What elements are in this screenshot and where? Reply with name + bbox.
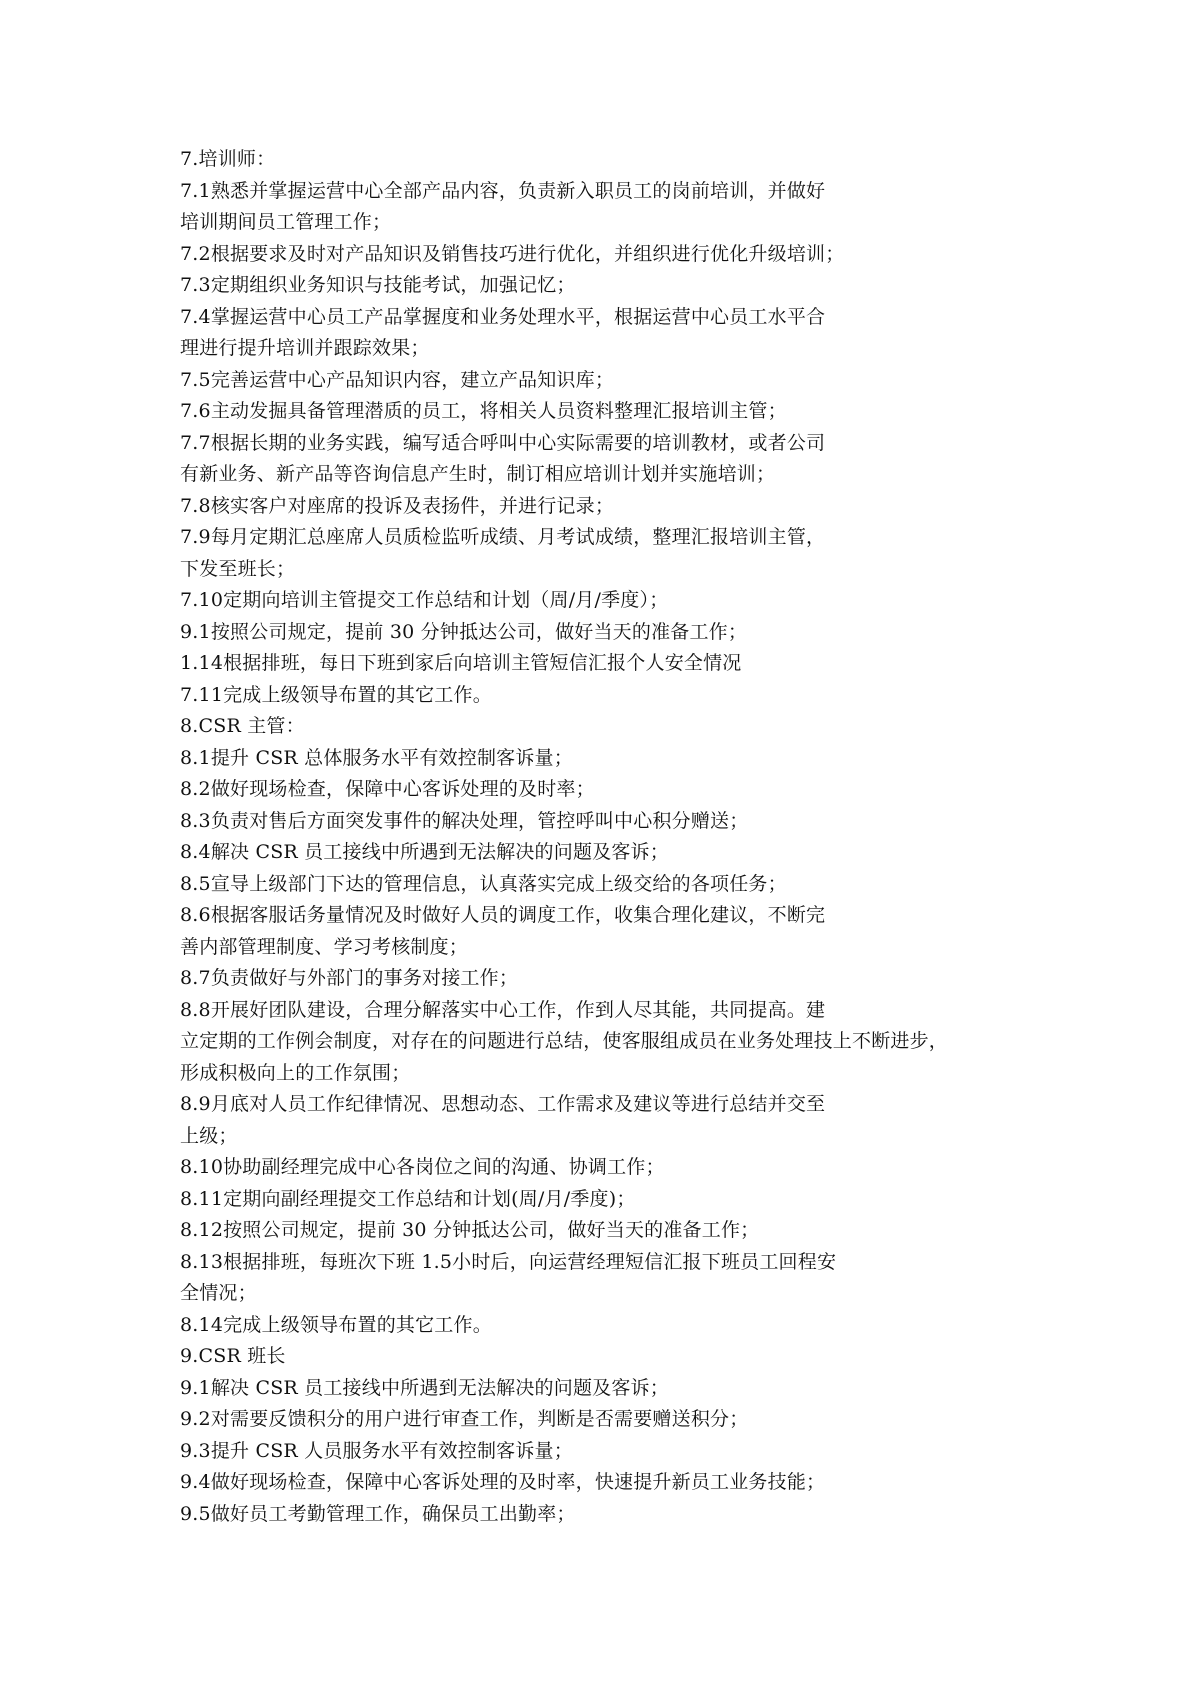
text-line: 立定期的工作例会制度，对存在的问题进行总结，使客服组成员在业务处理技上不断进步， — [180, 1030, 949, 1052]
text-line: 7.4掌握运营中心员工产品掌握度和业务处理水平，根据运营中心员工水平合 — [180, 305, 826, 328]
text-line: 7.7根据长期的业务实践，编写适合呼叫中心实际需要的培训教材，或者公司 — [180, 431, 826, 454]
text-line: 7.培训师： — [180, 148, 276, 170]
text-line: 7.6主动发掘具备管理潜质的员工，将相关人员资料整理汇报培训主管； — [180, 400, 787, 422]
text-line: 8.4解决 CSR 员工接线中所遇到无法解决的问题及客诉； — [180, 841, 669, 863]
text-line: 7.9每月定期汇总座席人员质检监听成绩、月考试成绩，整理汇报培训主管， — [180, 526, 826, 548]
text-line: 8.6根据客服话务量情况及时做好人员的调度工作，收集合理化建议，不断完 — [180, 904, 826, 926]
text-line: 9.2对需要反馈积分的用户进行审查工作，判断是否需要赠送积分； — [180, 1408, 749, 1430]
text-line: 7.3定期组织业务知识与技能考试，加强记忆； — [180, 274, 576, 296]
text-line: 9.4做好现场检查，保障中心客诉处理的及时率，快速提升新员工业务技能； — [180, 1471, 826, 1493]
text-line: 8.2做好现场检查，保障中心客诉处理的及时率； — [180, 778, 595, 800]
text-line: 9.3提升 CSR 人员服务水平有效控制客诉量； — [180, 1439, 573, 1462]
document-body — [180, 144, 1080, 1530]
text-line: 8.9月底对人员工作纪律情况、思想动态、工作需求及建议等进行总结并交至 — [180, 1093, 826, 1115]
text-line: 8.13根据排班，每班次下班 1.5小时后，向运营经理短信汇报下班员工回程安 — [180, 1250, 837, 1273]
text-line: 8.8开展好团队建设，合理分解落实中心工作，作到人尽其能，共同提高。建 — [180, 998, 826, 1021]
text-line: 形成积极向上的工作氛围； — [180, 1061, 411, 1084]
text-line: 8.CSR 主管： — [180, 715, 305, 737]
text-line: 9.1解决 CSR 员工接线中所遇到无法解决的问题及客诉； — [180, 1376, 669, 1399]
text-line: 8.10协助副经理完成中心各岗位之间的沟通、协调工作； — [180, 1156, 665, 1178]
text-line: 下发至班长； — [180, 557, 296, 580]
text-line: 上级； — [180, 1124, 238, 1147]
text-line: 7.5完善运营中心产品知识内容，建立产品知识库； — [180, 368, 615, 391]
text-line: 有新业务、新产品等咨询信息产生时，制订相应培训计划并实施培训； — [180, 463, 776, 485]
text-line: 8.3负责对售后方面突发事件的解决处理，管控呼叫中心积分赠送； — [180, 809, 749, 832]
text-line: 7.1熟悉并掌握运营中心全部产品内容，负责新入职员工的岗前培训，并做好 — [180, 179, 826, 202]
text-line: 9.1按照公司规定，提前 30 分钟抵达公司，做好当天的准备工作； — [180, 620, 748, 643]
text-line: 1.14根据排班，每日下班到家后向培训主管短信汇报个人安全情况 — [180, 652, 742, 674]
text-line: 全情况； — [180, 1282, 257, 1304]
text-line: 7.2根据要求及时对产品知识及销售技巧进行优化，并组织进行优化升级培训； — [180, 242, 845, 265]
text-line: 培训期间员工管理工作； — [180, 211, 392, 233]
text-line: 8.14完成上级领导布置的其它工作。 — [180, 1313, 492, 1336]
text-line: 善内部管理制度、学习考核制度； — [180, 935, 469, 958]
text-line: 7.11完成上级领导布置的其它工作。 — [180, 683, 492, 706]
text-line: 理进行提升培训并跟踪效果； — [180, 337, 430, 359]
text-line: 9.CSR 班长 — [180, 1345, 286, 1367]
text-line: 8.5宣导上级部门下达的管理信息，认真落实完成上级交给的各项任务； — [180, 872, 787, 895]
text-line: 8.12按照公司规定，提前 30 分钟抵达公司，做好当天的准备工作； — [180, 1219, 760, 1241]
text-line: 9.5做好员工考勤管理工作，确保员工出勤率； — [180, 1502, 576, 1525]
text-line: 8.1提升 CSR 总体服务水平有效控制客诉量； — [180, 746, 573, 769]
text-line: 8.7负责做好与外部门的事务对接工作； — [180, 967, 519, 989]
text-line: 7.10定期向培训主管提交工作总结和计划（周/月/季度）； — [180, 589, 669, 611]
text-line: 8.11定期向副经理提交工作总结和计划(周/月/季度)； — [180, 1187, 636, 1210]
text-line: 7.8核实客户对座席的投诉及表扬件，并进行记录； — [180, 494, 615, 517]
